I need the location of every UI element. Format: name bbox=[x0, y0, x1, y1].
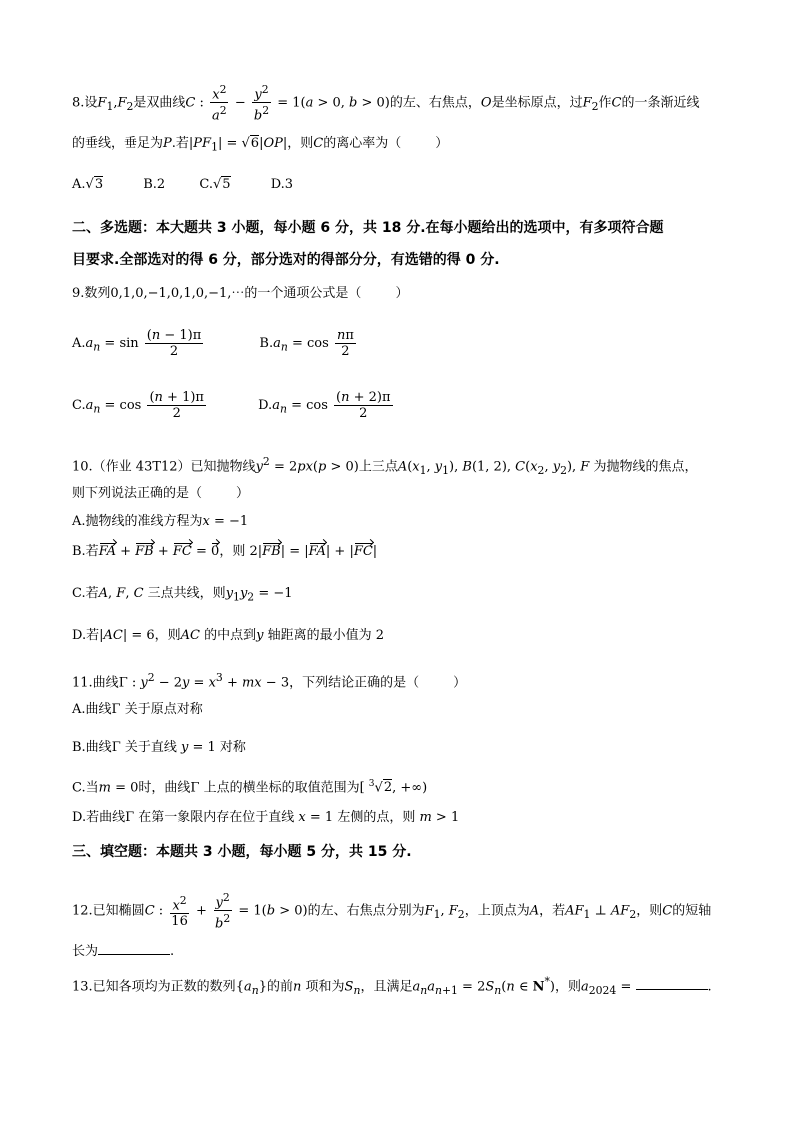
answer-blank[interactable] bbox=[98, 940, 170, 955]
frac-x2-a2: $\frac{x^2}{a^2}$ bbox=[212, 83, 227, 124]
section-3-header: 三、填空题：本题共 3 小题，每小题 5 分，共 15 分. bbox=[72, 844, 412, 860]
q11-option-a: A.曲线Γ 关于原点对称 bbox=[72, 702, 203, 717]
q9-option-a: $A.a_n = \sin$ $\frac{(n - 1)\pi}{2}$ bbox=[72, 328, 202, 359]
q10-option-b: B.若FA + FB + FC = 0，则 2|FB| = |FA| + |FC| bbox=[72, 542, 377, 562]
q12-stem: 12.已知椭圆C : $\frac{x^2}{16}$ + $\frac{y^2}{b^2}$ = 1(b > 0)的左、右焦点分别为$F_1$, $F_2$，上顶点为A，若$AF_1$ ⊥ $AF_2$，则C的短轴 bbox=[72, 891, 712, 932]
q11-option-b: B.曲线Γ 关于直线 y = 1 对称 bbox=[72, 740, 246, 755]
q12-line2: 长为 . bbox=[72, 940, 174, 962]
q13-stem: 13.已知各项均为正数的数列$\{a_n\}$的前n 项和为$S_n$，且满足$a_na_{n+1} = 2S_n(n$ ∈ N*)，则$a_{2024}$ = . bbox=[72, 975, 712, 997]
frac-y2-b2: $\frac{y^2}{b^2}$ bbox=[253, 83, 270, 124]
section-2-header-line2: 目要求.全部选对的得 6 分，部分选对的得部分分，有选错的得 0 分. bbox=[72, 252, 500, 268]
q8-line2: 的垂线，垂足为P.若$|PF_1| = √6|OP|$，则C的离心率为（ ） bbox=[72, 136, 449, 154]
q9-option-c: $C.a_n = \cos$ $\frac{(n + 1)\pi}{2}$ bbox=[72, 390, 204, 421]
q10-option-a: A.抛物线的准线方程为x = −1 bbox=[72, 514, 249, 529]
q9-options-cd bbox=[72, 390, 395, 421]
q10-option-d: D.若|AC| = 6，则AC 的中点到y 轴距离的最小值为 2 bbox=[72, 628, 385, 643]
q9-option-d: $D.a_n = \cos$ $\frac{(n + 2)\pi}{2}$ bbox=[258, 390, 391, 421]
q11-stem: 11.曲线Γ : $y^2 - 2y = x^3$ + mx − 3，下列结论正确的是（ ） bbox=[72, 671, 467, 691]
q11-option-d: D.若曲线Γ 在第一象限内存在位于直线 x = 1 左侧的点，则 m > 1 bbox=[72, 810, 460, 825]
q11-option-c: C.当m = 0时，曲线Γ 上点的横坐标的取值范围为[ $^3$√2, +∞) bbox=[72, 779, 428, 796]
section-2-header-line1: 二、多选题：本大题共 3 小题，每小题 6 分，共 18 分.在每小题给出的选项中，有多项符合题 bbox=[72, 220, 664, 236]
q10-option-c: C.若A, F, C 三点共线，则$y_1y_2 = -1$ bbox=[72, 586, 293, 604]
q8-option-d: D.3 bbox=[270, 177, 294, 192]
q8-option-a: A.√3 bbox=[72, 177, 104, 192]
answer-blank[interactable] bbox=[636, 975, 708, 990]
q8-line1: 8.设$F_1,F_2$是双曲线C : $\frac{x^2}{a^2}$ − $\frac{y^2}{b^2}$ = 1(a > 0, b > 0)的左、右焦点，O是坐标原点，过$F_2$作C的一条渐近线 bbox=[72, 83, 700, 124]
q10-stem-line2: 则下列说法正确的是（ ） bbox=[72, 486, 250, 501]
q8-option-b: B.2 bbox=[143, 177, 166, 192]
q8-options bbox=[72, 175, 293, 195]
q9-option-b: $B.a_n = \cos$ $\frac{n\pi}{2}$ bbox=[259, 328, 354, 359]
q8-option-c: C.√5 bbox=[199, 177, 231, 192]
q10-stem: 10.（作业 43T12）已知抛物线$y^2 = 2px(p > 0)$上三点$A(x_1$, $y_1$), B(1, 2), $C(x_2$, $y_2$), F 为抛物线的焦点， bbox=[72, 455, 698, 477]
q9-stem: 9.数列0,1,0,−1,0,1,0,−1,⋯的一个通项公式是（ ） bbox=[72, 286, 409, 301]
q9-options-ab bbox=[72, 328, 358, 359]
